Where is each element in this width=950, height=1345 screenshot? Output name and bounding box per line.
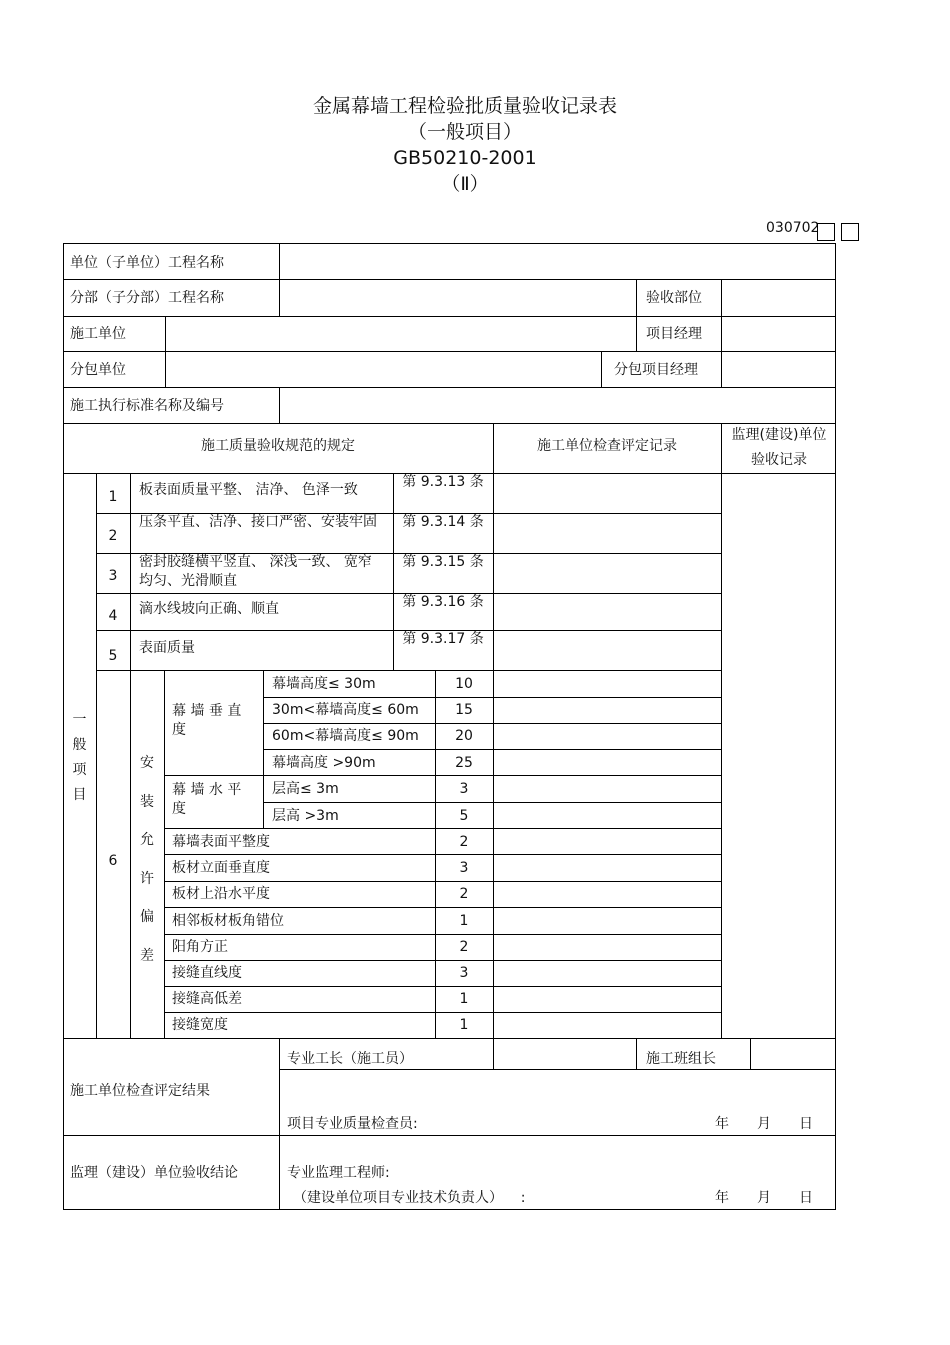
unit-name-label: 单位（子单位）工程名称 xyxy=(70,255,224,271)
vertical-tolerance-name: 幕 墙 垂 直 度 xyxy=(172,703,242,738)
tolerance-item: 板材立面垂直度 xyxy=(172,860,270,876)
item-no: 6 xyxy=(108,853,118,869)
tolerance-condition: 30m<幕墙高度≤ 60m xyxy=(272,702,419,718)
supervisor-record-header: 监理(建设)单位验收记录 xyxy=(731,427,827,468)
spec-column-header: 施工质量验收规范的规定 xyxy=(201,438,355,454)
item-desc: 密封胶缝横平竖直、 深浅一致、 宽窄均匀、光滑顺直 xyxy=(139,554,372,589)
item-no: 2 xyxy=(108,528,118,544)
supervisor-conclusion-label: 监理（建设）单位验收结论 xyxy=(70,1165,238,1181)
tolerance-item: 接缝直线度 xyxy=(172,965,242,981)
item-desc: 压条平直、洁净、接口严密、安装牢固 xyxy=(139,514,377,530)
item-clause: 第 9.3.16 条 xyxy=(402,594,484,610)
tolerance-item: 板材上沿水平度 xyxy=(172,886,270,902)
horizontal-tolerance-name: 幕 墙 水 平 度 xyxy=(172,782,242,817)
pm-label: 项目经理 xyxy=(646,326,702,342)
subunit-name-label: 分部（子分部）工程名称 xyxy=(70,290,224,306)
date-year: 年 xyxy=(715,1116,729,1132)
form-title: 金属幕墙工程检验批质量验收记录表 xyxy=(312,95,617,117)
form-code: 030702 xyxy=(766,220,820,236)
tolerance-item: 相邻板材板角错位 xyxy=(172,913,284,929)
form-part: （Ⅱ） xyxy=(441,173,489,195)
tolerance-item: 接缝宽度 xyxy=(172,1017,228,1033)
team-leader-label: 施工班组长 xyxy=(646,1051,716,1067)
inspector-label: 项目专业质量检查员: xyxy=(287,1116,418,1132)
tolerance-value: 1 xyxy=(459,1017,469,1033)
item-no: 1 xyxy=(108,489,118,505)
tolerance-value: 2 xyxy=(459,939,469,955)
item-clause: 第 9.3.17 条 xyxy=(402,631,484,647)
tolerance-value: 1 xyxy=(459,991,469,1007)
subcontractor-label: 分包单位 xyxy=(70,362,126,378)
engineer-label: 专业监理工程师: xyxy=(287,1165,390,1181)
tolerance-item: 幕墙表面平整度 xyxy=(172,834,270,850)
tolerance-condition: 幕墙高度≤ 30m xyxy=(272,676,376,692)
tolerance-value: 3 xyxy=(459,860,469,876)
acceptance-part-label: 验收部位 xyxy=(646,290,702,306)
tolerance-value: 15 xyxy=(455,702,473,718)
item-clause: 第 9.3.13 条 xyxy=(402,474,484,490)
tolerance-value: 2 xyxy=(459,886,469,902)
item-desc: 板表面质量平整、 洁净、 色泽一致 xyxy=(139,482,358,498)
contractor-record-header: 施工单位检查评定记录 xyxy=(537,438,677,454)
item-clause: 第 9.3.14 条 xyxy=(402,514,484,530)
tolerance-value: 2 xyxy=(459,834,469,850)
item-clause: 第 9.3.15 条 xyxy=(402,554,484,570)
item-desc: 表面质量 xyxy=(139,640,195,656)
item-desc: 滴水线坡向正确、顺直 xyxy=(139,601,279,617)
general-items-label: 一 般 项 目 xyxy=(72,712,87,803)
date-month: 月 xyxy=(757,1190,771,1206)
standard-label: 施工执行标准名称及编号 xyxy=(70,398,224,414)
item-no: 4 xyxy=(108,608,118,624)
contractor-label: 施工单位 xyxy=(70,326,126,342)
tolerance-value: 25 xyxy=(455,755,473,771)
sub-pm-label: 分包项目经理 xyxy=(614,362,698,378)
date-month: 月 xyxy=(757,1116,771,1132)
item-no: 5 xyxy=(108,648,118,664)
tolerance-label: 安 装 允 许 偏 差 xyxy=(140,755,154,964)
tolerance-condition: 幕墙高度 >90m xyxy=(272,755,376,771)
tolerance-value: 3 xyxy=(459,781,469,797)
tolerance-value: 20 xyxy=(455,728,473,744)
tolerance-value: 5 xyxy=(459,808,469,824)
date-day: 日 xyxy=(799,1190,813,1206)
tolerance-value: 3 xyxy=(459,965,469,981)
form-subtitle: （一般项目） xyxy=(407,121,522,143)
contractor-result-label: 施工单位检查评定结果 xyxy=(70,1083,210,1099)
tolerance-condition: 层高≤ 3m xyxy=(272,781,339,797)
tolerance-value: 10 xyxy=(455,676,473,692)
standard-code: GB50210-2001 xyxy=(393,147,537,169)
tolerance-condition: 层高 >3m xyxy=(272,808,339,824)
tolerance-item: 阳角方正 xyxy=(172,939,228,955)
date-year: 年 xyxy=(715,1190,729,1206)
owner-rep-label: （建设单位项目专业技术负责人） : xyxy=(293,1190,526,1206)
tolerance-condition: 60m<幕墙高度≤ 90m xyxy=(272,728,419,744)
date-day: 日 xyxy=(799,1116,813,1132)
tolerance-item: 接缝高低差 xyxy=(172,991,242,1007)
foreman-label: 专业工长（施工员） xyxy=(287,1051,413,1067)
tolerance-value: 1 xyxy=(459,913,469,929)
item-no: 3 xyxy=(108,568,118,584)
